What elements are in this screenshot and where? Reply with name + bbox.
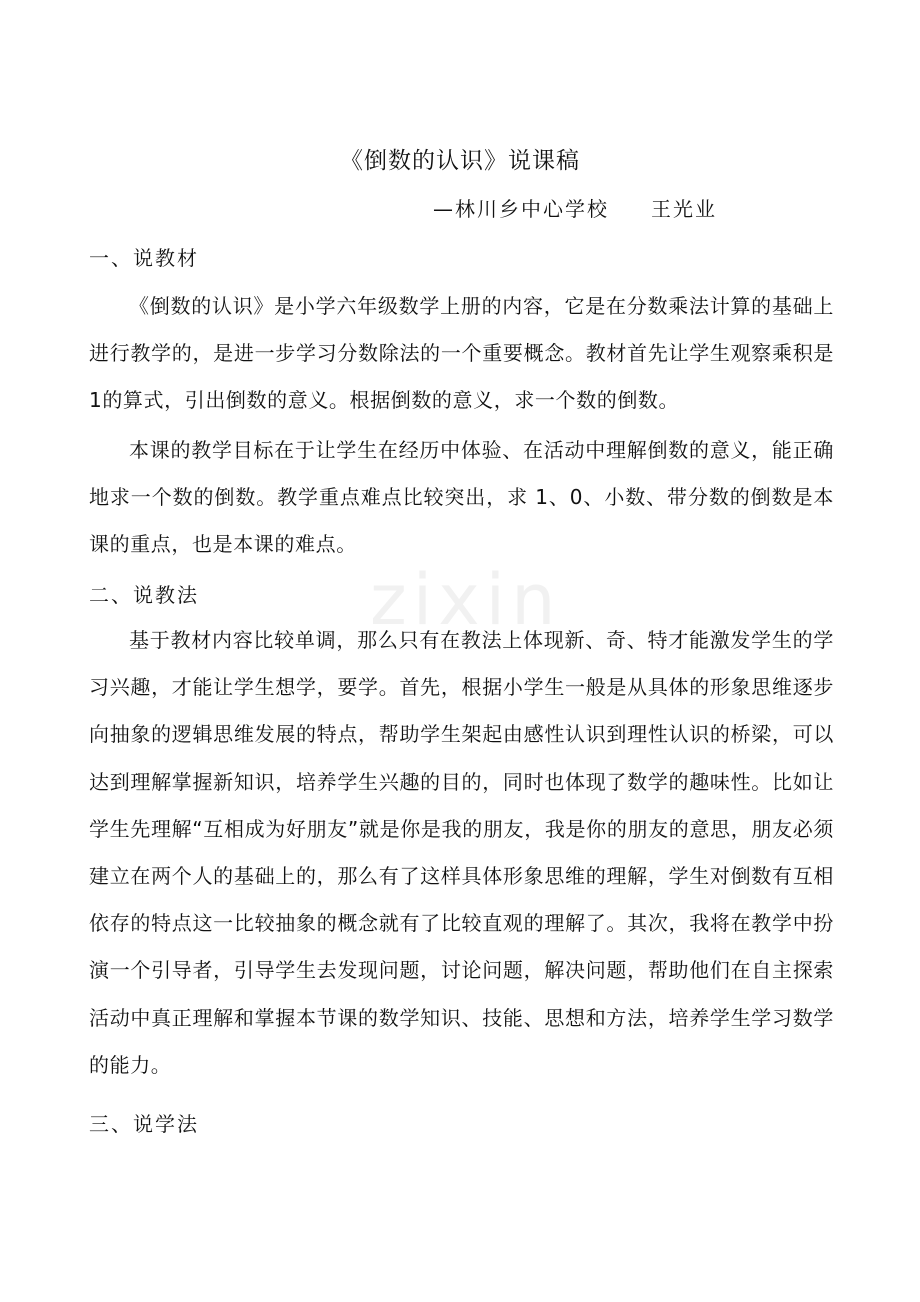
document-title: 《倒数的认识》说课稿: [340, 148, 580, 174]
byline-school: —林川乡中心学校: [433, 197, 609, 221]
watermark-text: zixin: [370, 559, 562, 641]
section-heading-learning-method: 三、说学法: [89, 1112, 199, 1136]
section-heading-textbook: 一、说教材: [89, 246, 199, 270]
section-heading-teaching-method: 二、说教法: [89, 583, 199, 607]
byline: [433, 194, 717, 224]
paragraph-textbook-2: 本课的教学目标在于让学生在经历中体验、在活动中理解倒数的意义，能正确地求一个数的倒数。教学重点难点比较突出，求 1、0、小数、带分数的倒数是本课的重点，也是本课的难点。: [89, 438, 834, 557]
paragraph-textbook-1: 《倒数的认识》是小学六年级数学上册的内容，它是在分数乘法计算的基础上进行教学的，是进一步学习分数除法的一个重要概念。教材首先让学生观察乘积是1的算式，引出倒数的意义。根据倒数的意义，求一个数的倒数。: [89, 294, 834, 413]
paragraph-teaching-method: 基于教材内容比较单调，那么只有在教法上体现新、奇、特才能激发学生的学习兴趣，才能让学生想学，要学。首先，根据小学生一般是从具体的形象思维逐步向抽象的逻辑思维发展的特点，帮助学生架起由感性认识到理性认识的桥梁，可以达到理解掌握新知识，培养学生兴趣的目的，同时也体现了数学的趣味性。比如让学生先理解“互相成为好朋友”就是你是我的朋友，我是你的朋友的意思，朋友必须建立在两个人的基础上的，那么有了这样具体形象思维的理解，学生对倒数有互相依存的特点这一比较抽象的概念就有了比较直观的理解了。其次，我将在教学中扮演一个引导者，引导学生去发现问题，讨论问题，解决问题，帮助他们在自主探索活动中真正理解和掌握本节课的数学知识、技能、思想和方法，培养学生学习数学的能力。: [89, 628, 834, 1077]
byline-author: 王光业: [651, 197, 717, 221]
